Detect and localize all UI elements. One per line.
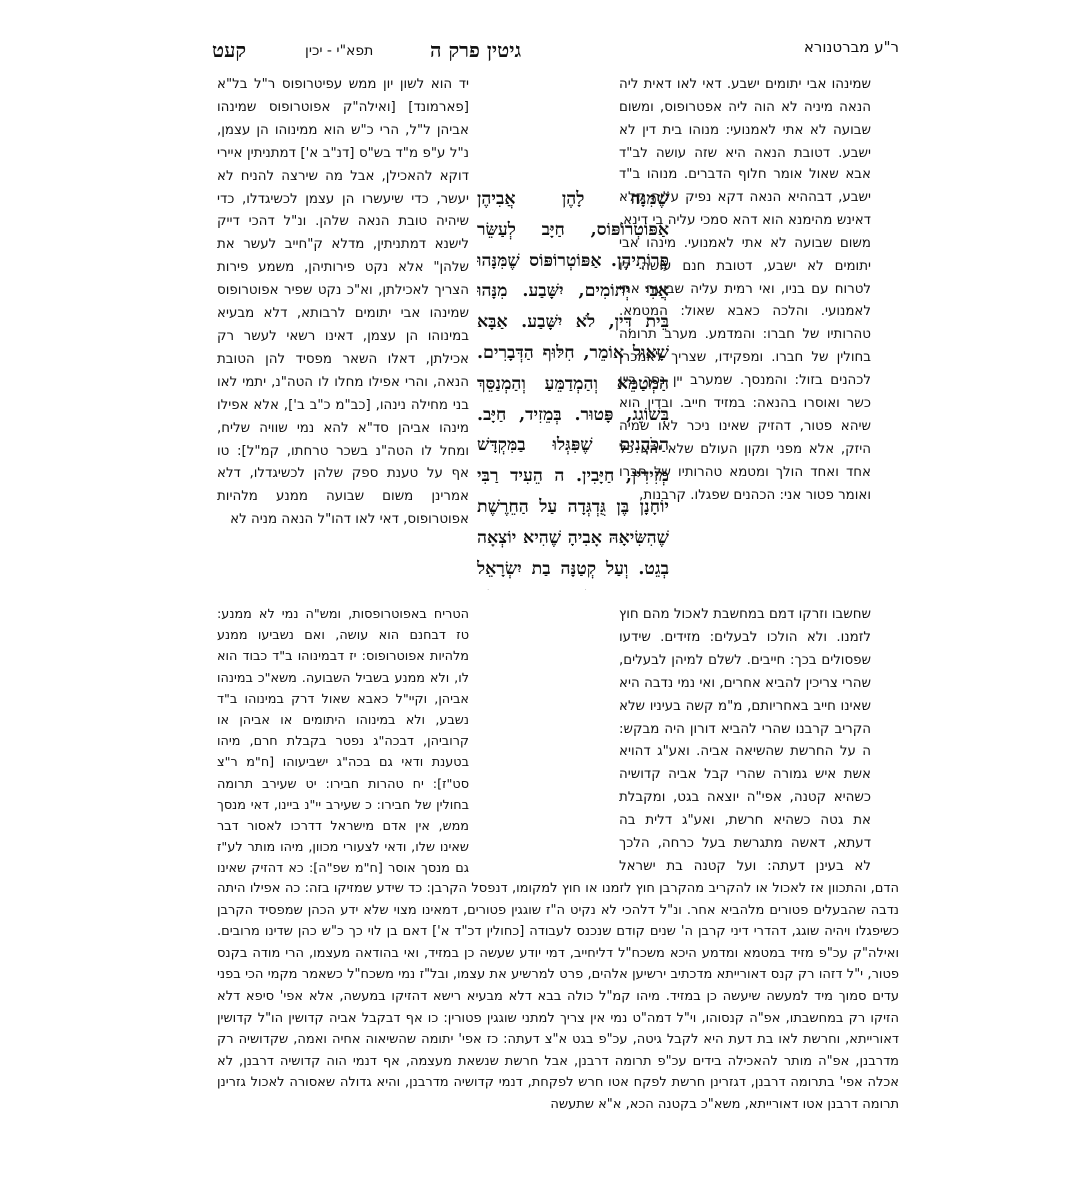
mishnah-text: שֶׁמִּנָּה לָהֶן אֲבִיהֶן אַפּוֹטְרוֹפּוֹס, חַיָּב לְעַשֵּׂר פֵּרוֹתֵיהֶן. אַפּוֹטְרוֹפּוֹס שֶׁמִּנָּהוּ אֲבִי יְתוֹמִים, יִשָּׁבַע. מִנָּהוּ בֵּית דִּין, לֹא יִשָּׁבַע. אַבָּא שָׁאוּל אוֹמֵר, חִלּוּף הַדְּבָרִים. הַמְטַמֵּא וְהַמְדַמֵּעַ וְהַמְנַסֵּךְ בְּשׁוֹגֵג, פָּטוּר. בְּמֵזִיד, חַיָּב. הַכֹּהֲנִים שֶׁפִּגְּלוּ בַמִּקְדָּשׁ מְזִידִין, חַיָּבִין. ה הֵעִיד רַבִּי יוֹחָנָן בֶּן גֻּדְגְּדָה עַל הַחֵרֶשֶׁת שֶׁהִשִּׂיאָהּ אָבִיהָ שֶׁהִיא יוֹצְאָה בְגֵט. וְעַל קְטַנָּה בַת יִשְׂרָאֵל (477, 189, 669, 579)
yachin-commentary-footer (217, 878, 899, 1178)
bartenura-commentary-bottom (619, 604, 871, 876)
yachin-text: יד הוא לשון יון ממש עפיטרופוס ר"ל בל"א [פארמונד] [ואילה"ק אפוטרופוס שמינהו אביהן ל"ל, הרי כ"ש הוא ממינוהו הן עצמן, נ"ל ע"פ מ"ד בש"ס [דנ"ב א'] דמתניתין איירי דוקא להאכילן, אבל מה שירצה להניח לא יעשר, כדי שיעשרו הן עצמן לכשיגדלו, כדי שיהיה טובת הנאה שלהן. ונ"ל דהכי דייק לישנא דמתניתין, מדלא ק"חייב לעשר את שלהן" אלא נקט פירותיהן, משמע פירות הצריך לאכילתן, וא"כ נקט שפיר אפוטרופוס שמינהו אבי יתומים לרבותא, דלא מבעיא במינוהו הן עצמן, דאינו רשאי לעשר רק אכילתן, דאלו השאר מפסיד להן הטובת הנאה, והרי אפילו מחלו לו הטה"נ, יתמי לאו בני מחילה נינהו, [כב"מ כ"ב ב'], אלא אפילו מינהו אביהן סד"א להא נמי שוויה שליח, ומחל לו הטה"נ בשכר טרחתו, קמ"ל]: טו אף על טענת ספק שלהן לכשיגדלו, דלא אמרינן משום שבועה ממנע מלהיות אפוטרופוס, דאי לאו דהו"ל הנאה מניה לא (217, 77, 469, 528)
page-number: קעט (212, 38, 247, 62)
bartenura-text: אבא שאול אומר חלוף הדברים. מנוהו ב"ד ישבע, דבההיא הנאה דקא נפיק עליה קלא דאינש מהימנא הוא דהא סמכי עליה בי דינא, משום שבועה לא אתי לאמנועי. מינהו אבי יתומים לא ישבע, דטובת חנם עושה לו לטרוח עם בניו, ואי רמית עליה שבועה אתי לאמנועי. והלכה כאבא שאול: המטמא. טהרותיו של חברו: והמדמע. מערב תרומה בחולין של חברו. ומפקידו, שצריך לאמכרן לכהנים בזול: והמנסך. שמערב יין נסך ביין כשר ואוסרו בהנאה: במזיד חייב. ובדין הוא שיהא פטור, דהזיק שאינו ניכר לאו שמיה היזק, אלא מפני תקון העולם שלא יהא כל אחד ואחד הולך ומטמא טהרותיו של חברו ואומר פטור אני: הכהנים שפגלו. קרבנות, (619, 167, 871, 503)
bartenura-text-top: שמינהו אבי יתומים ישבע. דאי לאו דאית ליה הנאה מיניה לא הוה ליה אפטרופוס, ומשום שבועה לא אתי לאמנועי: מנוהו בית דין לא ישבע. דטובת הנאה היא שזה עושה לב"ד (619, 77, 871, 161)
yachin-commentary (217, 74, 469, 599)
bartenura-text-bottom: שחשבו וזרקו דמם במחשבת לאכול מהם חוץ לזמנו. ולא הולכו לבעלים: מזידים. שידעו שפסולים בכך: חייבים. לשלם למיהן לבעלים, שהרי צריכין להביא אחרים, ואי נמי נדבה היא שאינו חייב באחריותם, מ"מ קשה בעיניו שלא הקריב קרבנו שהרי להביא דורון היה מבקש: ה על החרשת שהשיאה אביה. ואע"ג דהויא אשת איש גמורה שהרי קבל אביה קדושיה כשהיא קטנה, אפי"ה יוצאה בגט, ומקבלת את גטה כשהיא חרשת, ואע"ג דלית בה דעתא, דאשה מתגרשת בעל כרחה, הלכך לא בעינן דעתה: ועל קטנה בת ישראל (619, 607, 871, 874)
yachin-text-bottom: הטריח באפוטרופסות, ומש"ה נמי לא ממנע: טז דבחנם הוא עושה, ואם נשביעו ממנע מלהיות אפוטרופוס: יז דבמינוהו ב"ד כבוד הוא לו, ולא ממנע בשביל השבועה. משא"כ במינהו אביהן, וקיי"ל כאבא שאול דרק במינוהו ב"ד נשבע, ולא במינוהו היתומים או אביהן או קרוביהן, דבכה"ג נפטר בקבלת חרם, מיהו בטענת ודאי גם בכה"ג ישביעוהו [ח"מ ר"צ סט"ז]: יח טהרות חבירו: יט שעירב תרומה בחולין של חבירו: כ שעירב יי"נ ביינו, דאי מנסך ממש, אין אדם מישראל דדרכו לאסור דבר שאינו שלו, ודאי לצעורי מכוון, מיהו מותר לע"ז גם מנסך אוסר [ח"מ שפ"ה]: כא דהזיק שאינו (217, 607, 469, 876)
yachin-text-footer: הדם, והתכוון אז לאכול או להקריב מהקרבן חוץ לזמנו או חוץ למקומו, דנפסל הקרבן: כד שידע שמזיקו בזה: כה אפילו היתה נדבה שהבעלים פטורים מלהביא אחר. ונ"ל דלהכי לא נקיט ה"ז שוגגין פטורים, דמאינו מצוי שלא ידע הכהן שמפסיד הקרבן כשיפגלו ויהיה שוגג, דהדרי דיני קרבן ה' שנים קודם שנכנס לעבודה [כחולין דכ"ד א'] דאם בן לוי כך כ"ש כהן שדינו מרובים. ואילה"ק עכ"פ מזיד במטמא ומדמע היכא משכח"ל דליחייב, דמי יודע שעשה כן במזיד, ואי בהודאה מעצמו, הרי מודה בקנס פטור, י"ל דזהו רק קנס דאורייתא מדכתיב ירשיען אלהים, פרט למרשיע את עצמו, ובל"ז נמי משכח"ל כשאמר מקמי הכי בפני עדים סמוך מיד למעשה שיעשה כן במזיד. מיהו קמ"ל כולה בבא דלא מבעיא רישא דהזיקו במעשה, אלא אפי' סיפא דלא הזיקו רק במחשבתו, אפ"ה קנסוהו, וי"ל דמה"ט נמי אין צריך למתני שוגגין פטורין: כו אף דבקבל אביה קדושין הו"ל קדושין דאורייתא, וחרשת לאו בת דעת היא לקבל גיטה, עכ"פ בגט א"צ דעתה: כז אפי' יתומה שהשיאוה אחיה ואמה, שקדושיה רק מדרבנן, אפ"ה מותר להאכילה בידים עכ"פ תרומה דרבנן, אבל חרשת שנשאת מעצמה, אף דנמי הוה קדושיה דרבנן, לא אכלה אפי' בתרומה דרבנן, דגזרינן חרשת לפקח אטו חרש לפקחת, דנמי קדושיה מדרבנן, והיא גדולה שאסורה לאכול גזרינן תרומה דרבנן אטו דאורייתא, משא"כ בקטנה הכא, א"א שתעשה (217, 881, 899, 1112)
mishnah-text-block (477, 184, 669, 590)
bartenura-commentary-top (619, 74, 871, 162)
yachin-commentary-bottom (217, 604, 469, 876)
header-tractate-chapter: גיטין פרק ה (430, 38, 522, 62)
header-yachin-name: תפא"י - יכין (305, 43, 374, 59)
header-commentary-name: ר"ע מברטנורא (803, 38, 899, 56)
